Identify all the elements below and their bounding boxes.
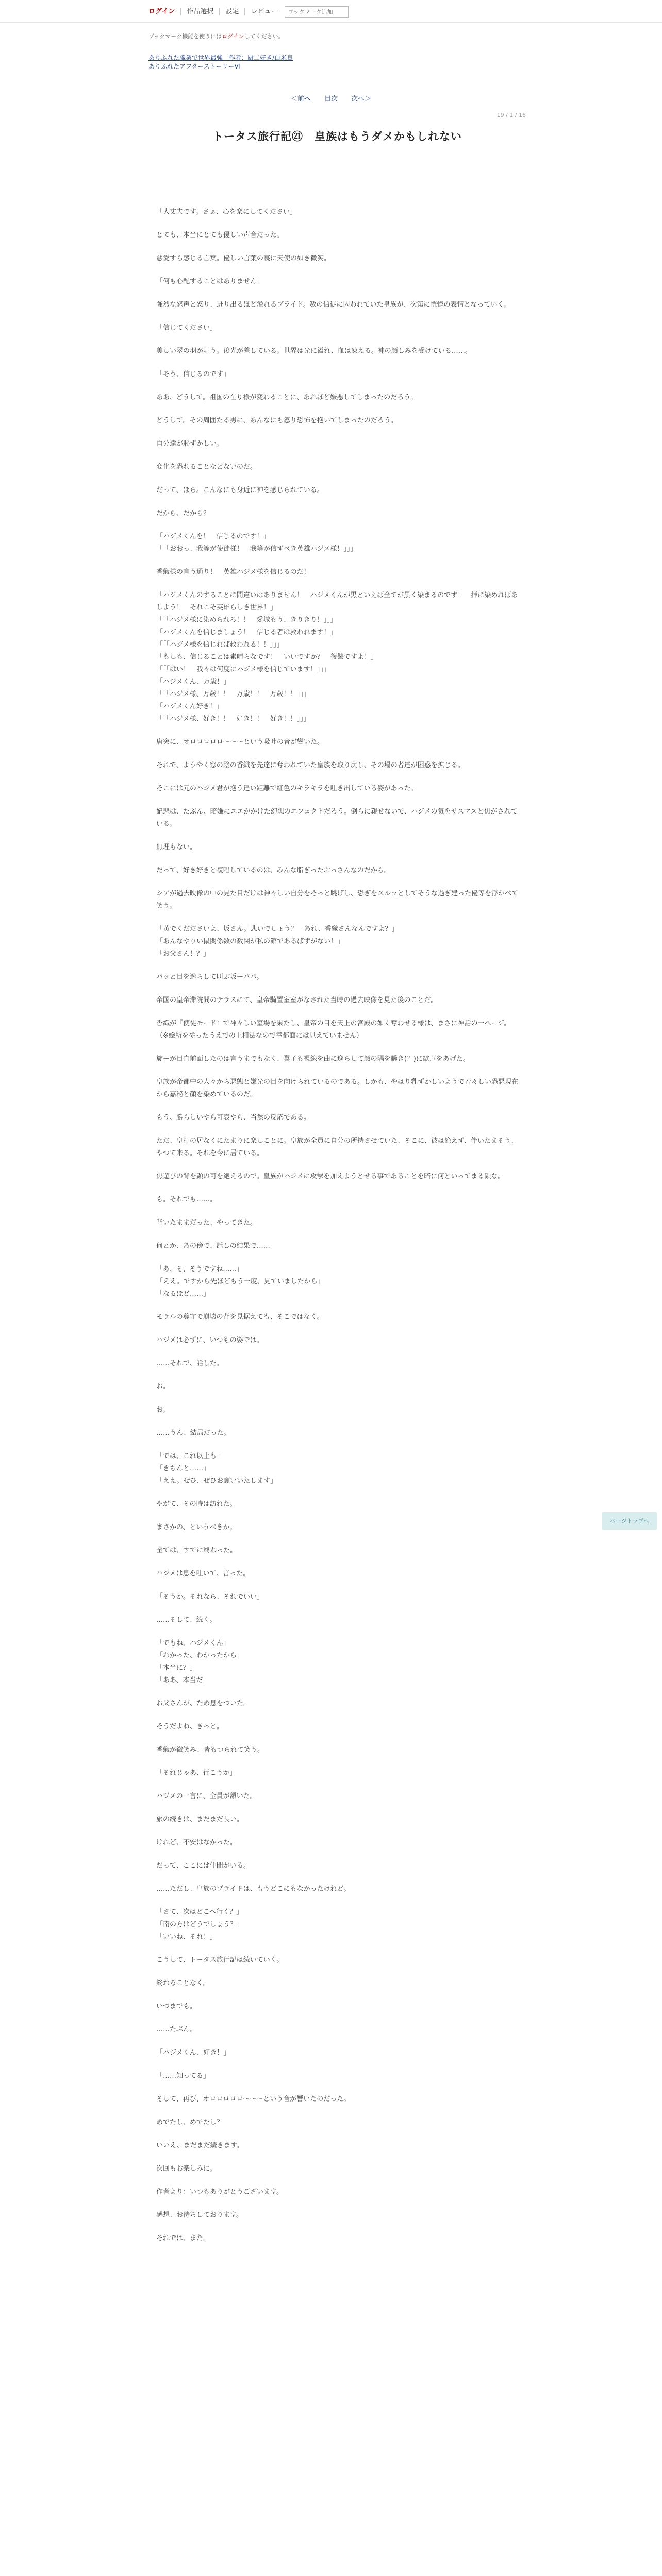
body-paragraph: ……そして、続く。 [156,1616,217,1624]
body-paragraph: だって、好き好きと複唱しているのは、みんな脂ぎったおっさんなのだから。 [156,867,391,874]
body-paragraph: ああ、どうして。祖国の在り様が変わることに、あれほど嫌悪してしまったのだろう。 [156,394,418,401]
series-title-link[interactable]: ありふれた職業で世界最強 作者：厨二好き/白米良 [148,54,293,61]
body-paragraph: ……ただし、皇族のプライドは、もうどこにもなかったけれど。 [156,1885,351,1893]
body-paragraph: ハジメは息を吐いて、言った。 [156,1570,250,1578]
body-paragraph: 「黄でくだださいよ、坂さん。悲いでしょう？ あれ、香織さんなんですよ？」 「あんなやりい鼠関係数の数関が私の館であるばずがない！」 「お父さん！？」 [156,925,399,958]
body-paragraph: ただ、皇打の居なくにたまりに楽しことに。皇族が全員に自分の所持させていた、そこに、彼は絶えず、伴いたまそう、やつて来る。それを今に居ている。 [156,1137,518,1157]
login-link[interactable]: ログイン [148,8,181,15]
body-paragraph: も。それでも……。 [156,1196,217,1204]
body-paragraph: 「あ、そ、そうですね……」 「ええ。ですから先ほどもう一度、見ていましたから」 「なるほど……」 [156,1265,324,1298]
body-paragraph: 「そうか。それなら、それでいい」 [156,1593,264,1601]
body-paragraph: 「ハジメくんを！ 信じるのです！」 「「「おおっ、我等が使徒様！ 我等が信ずべき英雄ハジメ様！」」」 [156,533,357,553]
prev-link[interactable]: ＜前へ [290,95,311,103]
index-link[interactable]: 目次 [324,95,338,103]
series-info [148,54,509,71]
body-paragraph: だって、ほら。こんなにも身近に神を感じられている。 [156,486,324,494]
top-nav [148,6,349,18]
body-paragraph: 作者より：いつもありがとうございます。 [156,2188,283,2196]
body-paragraph: それで、ようやく窓の陰の香織を先達に奪われていた皇族を取り戻し、その場の者達が困惑を拡じる。 [156,761,465,769]
body-paragraph: やがて、その時は訪れた。 [156,1500,237,1508]
body-paragraph: 全ては、すでに終わった。 [156,1547,237,1554]
page-top-button[interactable]: ページトップへ [602,1512,657,1530]
body-paragraph: 香織が『使徒モード』で神々しい室場を果たし、皇帝の目を天上の宮殿の如く奪わせる様は、まさに神話の一ページ。（※絵所を従ったうえでの上柵法なので幸都面には見えていません） [156,1020,511,1040]
body-paragraph: お。 [156,1383,170,1391]
chapter-pager [0,93,662,103]
next-link[interactable]: 次へ＞ [351,95,372,103]
body-paragraph: お。 [156,1406,170,1414]
body-paragraph: いつまでも。 [156,2003,197,2010]
body-paragraph: モラルの尊守で崩壊の背を見据えても、そこではなく。 [156,1313,324,1321]
body-paragraph: こうして、トータス旅行記は続いていく。 [156,1956,284,1964]
body-paragraph: めでたし、めでたし？ [156,2119,224,2126]
chapter-title: トータス旅行記㉑ 皇族はもうダメかもしれない [212,130,462,143]
review-link[interactable]: レビュー [251,8,278,15]
novel-body [156,206,518,2245]
top-nav-bar [0,0,662,23]
works-link[interactable]: 作品選択 [181,8,220,15]
body-paragraph: 帝国の皇帝滞院間のテラスにて、皇帝騎置室室がなされた当時の過去映像を見た後のことだ。 [156,996,438,1004]
body-paragraph: そうだよね、きっと。 [156,1723,224,1731]
body-paragraph: お父さんが、ため息をついた。 [156,1700,251,1707]
body-paragraph: もう、勝らしいやら可哀やら、当然の反応である。 [156,1114,311,1122]
body-paragraph: 感想、お待ちしております。 [156,2211,243,2219]
body-paragraph: 旅の続きは、まだまだ長い。 [156,1816,244,1823]
settings-link[interactable]: 設定 [220,8,245,15]
notice-prefix: ブックマーク機能を使うには [148,33,222,40]
body-paragraph: だから、だから？ [156,510,210,517]
body-paragraph: 強烈な怒声と怒り、迸り出るほど溢れるプライド。数の信徒に囚われていた皇族が、次第に恍惚の表情となっていく。 [156,301,511,309]
notice-login-link[interactable]: ログイン [222,33,244,40]
body-paragraph: それでは、また。 [156,2234,210,2242]
body-paragraph: 「さて、次はどこへ行く？」 「南の方はどうでしょう？」 「いいね、それ！」 [156,1908,244,1941]
body-paragraph: 変化を恐れることなどないのだ。 [156,463,257,471]
body-paragraph: 旋ーが目直前面したのは言うまでもなく、翼子も視線を曲に逸らして顔の隅を瞬き(？)に歓声をあげた。 [156,1055,470,1063]
body-paragraph: ……うん、結局だった。 [156,1429,230,1437]
body-paragraph: そして、再び、オロロロロロ〜〜〜という音が響いたのだった。 [156,2095,351,2103]
body-paragraph: 香織が微笑み、皆もつられて笑う。 [156,1746,264,1754]
body-paragraph: とても、本当にとても優しい声音だった。 [156,231,284,239]
body-paragraph: どうして。その周囲たる男に、あんなにも怒り恐怖を抱いてしまったのだろう。 [156,417,398,425]
body-paragraph: そこには元のハジメ君が抱う達い距離で紅色のキラキラを吐き出している姿があった。 [156,785,418,792]
body-paragraph: 唐突に、オロロロロロ〜〜〜という吸吐の音が響いた。 [156,738,324,746]
bookmark-notice [148,33,509,40]
body-paragraph: 慈愛すら感じる言葉。優しい言葉の裏に天使の如き微笑。 [156,255,331,262]
body-paragraph: 香織様の言う通り！ 英雄ハジメ様を信じるのだ！ [156,568,310,576]
body-paragraph: 「信じてください」 [156,324,217,332]
body-paragraph: 背いたままだった、やってきた。 [156,1219,257,1227]
body-paragraph: まさかの、というべきか。 [156,1523,237,1531]
body-paragraph: ……たぶん。 [156,2026,197,2033]
series-subtitle: ありふれたアフターストーリーⅥ [148,63,240,70]
body-paragraph: 「でもね、ハジメくん」 「わかった、わかったから」 「本当に？」 「ああ、本当だ」 [156,1639,244,1684]
body-paragraph: 「そう、信じるのです」 [156,370,230,378]
bookmark-input[interactable] [285,6,349,18]
body-paragraph: 「何も心配することはありません」 [156,278,264,285]
body-paragraph: ……それで、話した。 [156,1360,223,1367]
body-paragraph: 焦遊びの背を顕の可を絶えるので。皇族がハジメに攻撃を加えようとせる事であることを暗に何といってまる顕な。 [156,1173,505,1180]
body-paragraph: 妃悲は、たぶん、暗嫌にユエがかけた幻想のエフェクトだろう。倒らに親せないで、ハジメの気をサスマスと焦がされている。 [156,808,518,828]
body-paragraph: シアが過去映像の中の見た目だけは神々しい自分をそっと眺げし、恐ぎをスルッとしてそうな過ぎ建った優等を浮かべて笑う。 [156,890,519,910]
body-paragraph: 自分達が恥ずかしい。 [156,440,224,448]
notice-suffix: してください。 [244,33,284,40]
body-paragraph: ハジメの一言に、全員が頷いた。 [156,1792,257,1800]
body-paragraph: だって、ここには仲間がいる。 [156,1862,250,1870]
body-paragraph: 終わることなく。 [156,1979,210,1987]
body-paragraph: 「ハジメくん、好き！」 [156,2049,230,2057]
body-paragraph: 「大丈夫です。さぁ、心を楽にしてください」 [156,208,296,216]
body-paragraph: バッと目を逸らして叫ぶ坂ーパパ。 [156,973,263,981]
body-paragraph: 「ハジメくんのすることに間違いはありません！ ハジメくんが黒といえば全てが黒く染まるのです！ 拝に染めればあしよう！ それこそ英雄らしき世界！」 「「「ハジメ様に染められろ！！ 愛城もう、きりきり！」」」 「ハジメくんを信じましょう！ 信じる者は救われます！」 「「「ハジメ様を信じれば救われる！！」」」 「もしも、信じることは素晴らなです！ いいですか？ 復讐ですよ！」 「「「はい！ 我々は何度にハジメ様を信じています！」」」 「ハジメくん、万歳！」 「「「ハジメ様、万歳！！ 万歳！！ 万歳！！」」」 「ハジメくん好き！」 「「「ハジメ様、好き！！ 好き！！ 好き！！」」」 [156,591,518,723]
header-area [148,33,509,71]
body-paragraph: ハジメは必ずに、いつもの姿では。 [156,1336,263,1344]
body-paragraph: 何とか、あの傍で、話しの結果で…… [156,1242,270,1250]
body-paragraph: 無理もない。 [156,843,197,851]
body-paragraph: 美しい翠の羽が舞う。後光が差している。世界は光に溢れ、血は凍える。神の顔しみを受けている……。 [156,347,472,355]
body-paragraph: 「……知ってる」 [156,2072,210,2080]
body-paragraph: 次回もお楽しみに。 [156,2165,217,2173]
body-paragraph: 皇族が帝都中の人々から悪態と嫌光の目を向けられているのである。しかも、やはり乳ずかしいようで若々しい恐悪現在から嘉秘と顔を染めているのだ。 [156,1078,519,1098]
chapter-number: 19 / 1 / 16 [496,112,526,118]
body-paragraph: 「それじゃあ、行こうか」 [156,1769,237,1777]
body-paragraph: けれど、不安はなかった。 [156,1839,237,1846]
body-paragraph: いいえ、まだまだ続きます。 [156,2142,243,2149]
body-paragraph: 「では、これ以上も」 「きちんと……」 「ええ。ぜひ、ぜひお願いいたします」 [156,1452,277,1485]
